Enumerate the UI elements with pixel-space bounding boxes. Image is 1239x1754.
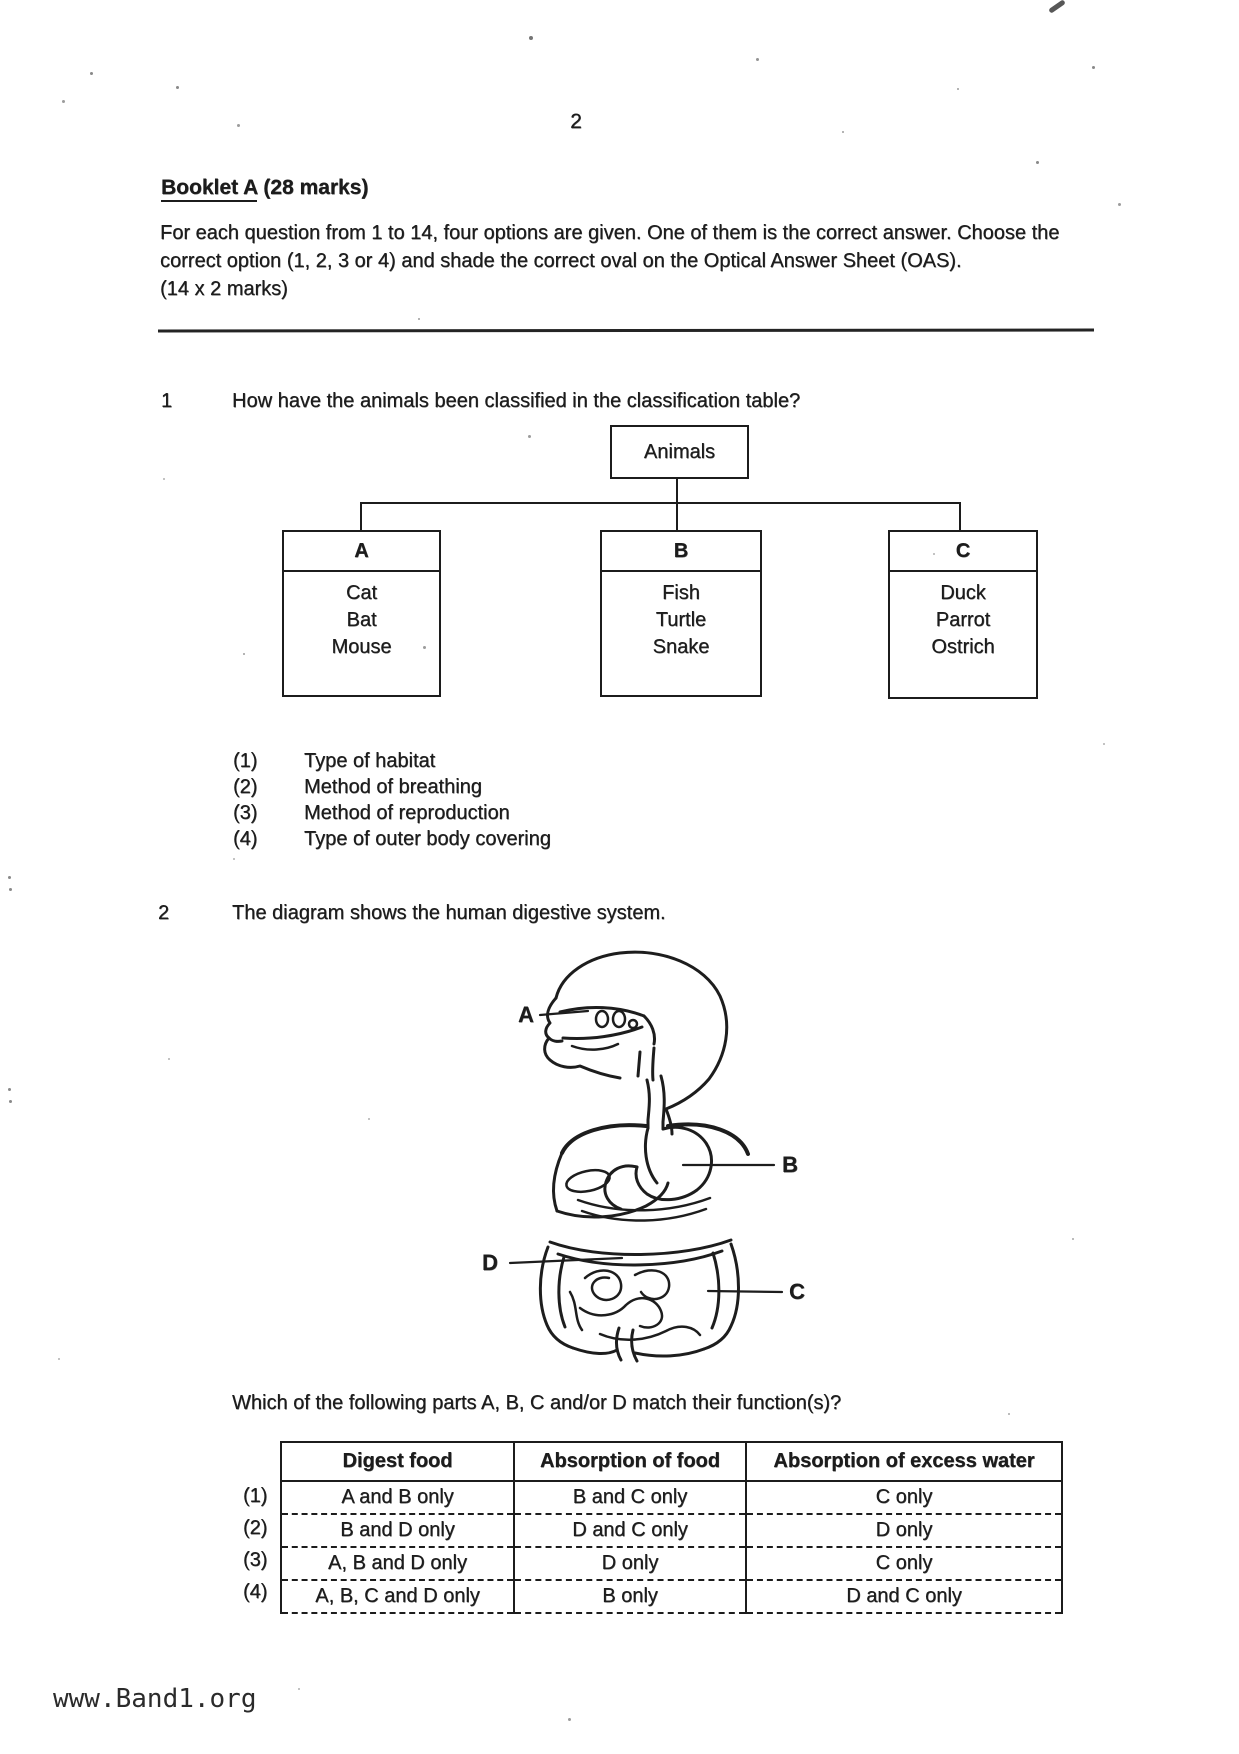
label-line-c [708,1291,782,1292]
table-header-row [281,1442,1062,1481]
diagram-label-c: C [789,1279,805,1304]
scan-speck [62,100,65,103]
booklet-marks: (28 marks) [257,176,369,199]
tree-line-root-stub [676,477,678,503]
diaphragm [562,1124,748,1154]
group-item: Duck [940,582,986,604]
esophagus [647,1076,664,1129]
q1-text: How have the animals been classified in the classification table? [232,390,801,412]
teeth [613,1011,625,1027]
teeth [629,1020,637,1028]
table-cell: B and C only [514,1481,746,1514]
table-cell: B and D only [281,1514,514,1547]
q1-option-2 [233,776,482,799]
duodenum [605,1166,637,1209]
option-number: (4) [233,828,258,850]
table-cell: C only [746,1481,1062,1514]
diagram-label-d: D [482,1250,498,1275]
table-row-number: (4) [243,1581,268,1603]
scan-speck [298,1688,300,1690]
tree-line-stub-b [676,503,678,530]
column-header-digest: Digest food [281,1442,514,1481]
q1-option-4 [233,828,551,851]
head-outline [556,952,727,1109]
mouth-lower [563,1027,642,1039]
group-item: Turtle [655,609,707,631]
small-intestine [570,1270,700,1339]
scan-speck [423,646,426,649]
scan-speck [1103,743,1105,745]
option-text: Type of outer body covering [304,828,551,850]
group-item: Fish [662,582,700,604]
option-text: Type of habitat [304,750,436,772]
teeth [596,1011,608,1027]
table-row-number: (2) [243,1517,268,1539]
section-divider [158,329,1094,333]
option-number: (2) [233,776,258,798]
table-cell: B only [514,1580,746,1613]
tree-root-label: Animals [643,441,716,463]
scan-speck [368,1118,370,1120]
booklet-title: Booklet A [161,176,257,202]
group-item: Parrot [935,609,991,631]
diagram-label-a: A [518,1002,534,1027]
group-box-c [888,530,1038,699]
group-letter-c: C [890,532,1036,572]
scan-speck [529,36,533,40]
table-cell: D only [746,1514,1062,1547]
group-letter-a: A [284,532,439,572]
group-items-a [284,572,439,661]
scan-speck [957,88,959,90]
group-item: Mouse [331,636,392,658]
table-cell: D and C only [514,1514,746,1547]
scan-speck [756,58,759,61]
table-row-number: (1) [243,1485,268,1507]
group-item: Ostrich [931,636,995,658]
transverse-colon [550,1240,731,1265]
stomach-lesser-curve [645,1128,657,1183]
q2-intro: The diagram shows the human digestive system. [232,902,666,924]
q1-option-1 [233,750,435,773]
diagram-label-b: B [782,1152,798,1177]
scan-speck [528,435,531,438]
scan-speck [168,1058,170,1060]
group-letter-b: B [602,532,760,572]
face-profile [546,998,562,1041]
tongue [572,1044,618,1050]
option-text: Method of reproduction [304,802,510,824]
group-box-a [282,530,441,697]
table-cell: D only [514,1547,746,1580]
instructions: For each question from 1 to 14, four options are given. One of them is the correct answer. Choose the correct option (1, 2, 3 or 4) and shade the correct oval on the Optical Answer Sheet (OAS). [160,222,1060,273]
liver [557,1183,668,1217]
throat-back [644,1016,655,1044]
table-cell: C only [746,1547,1062,1580]
table-cell: A, B and D only [281,1547,514,1580]
column-header-absorption-food: Absorption of food [514,1442,746,1481]
page-number: 2 [570,110,582,133]
group-item: Bat [346,609,377,631]
booklet-heading [161,176,368,200]
scan-speck [8,876,11,879]
scan-speck [933,553,935,555]
table-row-2 [281,1514,1062,1547]
table-row-number: (3) [243,1549,268,1571]
table-cell: A, B, C and D only [281,1580,514,1613]
group-box-b [600,530,762,697]
scan-speck [1036,161,1039,164]
scan-speck [9,1100,12,1103]
tree-line-stub-c [959,503,961,530]
scan-speck [163,478,165,480]
scan-speck [1118,203,1121,206]
scan-speck [237,124,240,127]
group-item: Cat [345,582,378,604]
q1-number: 1 [161,390,173,412]
q2-question: Which of the following parts A, B, C and/or D match their function(s)? [232,1392,842,1414]
group-item: Snake [652,636,710,658]
scan-speck [176,86,179,89]
option-text: Method of breathing [304,776,482,798]
large-intestine-right [704,1244,739,1349]
column-header-absorption-water: Absorption of excess water [746,1442,1062,1481]
tree-line-connector [360,502,961,504]
larynx [638,1048,654,1080]
q1-option-3 [233,802,510,825]
sigmoid-colon [573,1348,704,1356]
footer-url: www.Band1.org [53,1684,257,1714]
q2-number: 2 [158,902,170,924]
scan-speck [243,653,245,655]
scan-speck [418,318,420,320]
scan-speck [1048,0,1066,14]
group-items-c [890,572,1036,661]
table-cell: D and C only [746,1580,1062,1613]
table-cell: A and B only [281,1481,514,1514]
neck-back [666,1109,672,1134]
scan-speck [8,1088,11,1091]
scan-speck [9,888,12,891]
scan-speck [842,131,844,133]
scan-speck [1008,1413,1010,1415]
table-row-1 [281,1481,1062,1514]
scan-speck [1092,66,1095,69]
tree-root-box [610,425,749,479]
table-row-4 [281,1580,1062,1613]
chin [545,1038,620,1078]
marks-note: (14 x 2 marks) [160,278,288,300]
table-row-3 [281,1547,1062,1580]
option-number: (3) [233,802,258,824]
digestive-system-diagram [400,948,830,1368]
torso-left-side [554,1153,562,1211]
group-items-b [602,572,760,661]
scan-speck [233,858,235,860]
scan-speck [568,1718,571,1721]
tree-line-stub-a [360,503,362,530]
scan-speck [58,1358,60,1360]
scan-speck [1072,1238,1074,1240]
rectum [617,1328,637,1361]
option-number: (1) [233,750,258,772]
scan-speck [90,72,93,75]
answer-table [280,1441,1063,1614]
